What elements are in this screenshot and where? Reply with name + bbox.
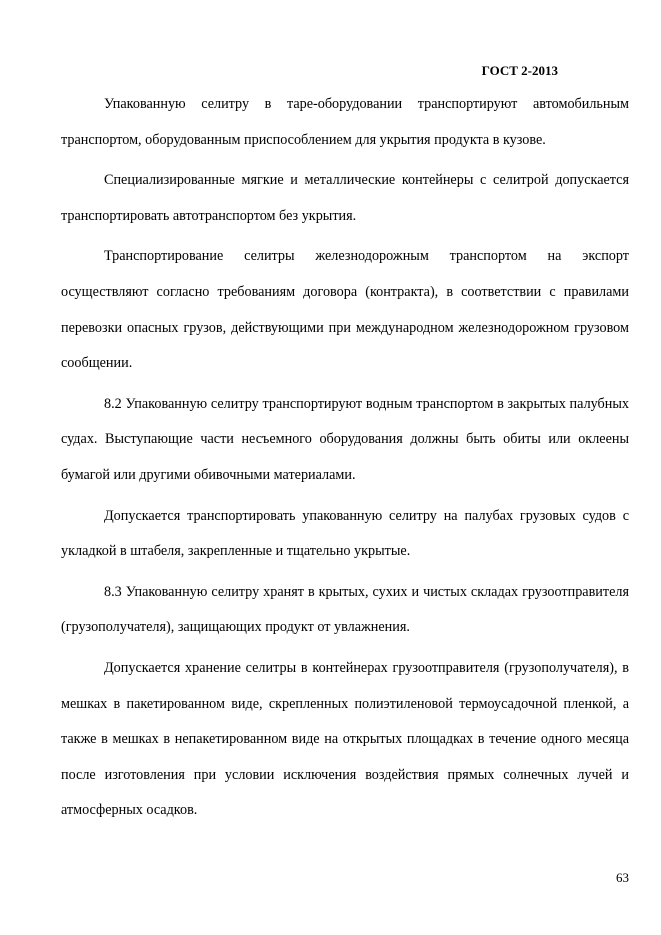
paragraph-road-transport: Упакованную селитру в таре-оборудовании транспортируют автомобильным транспортом, оборудованным приспособлением для укрытия продукта в кузове. [61,96,629,148]
document-body [61,87,629,834]
paragraph-railway-export: Транспортирование селитры железнодорожным транспортом на экспорт осуществляют согласно требованиям договора (контракта), в соответствии с правилами перевозки опасных грузов, действующими при международном железнодорожном грузовом сообщении. [61,248,629,372]
paragraph-storage-conditions: Допускается хранение селитры в контейнерах грузоотправителя (грузополучателя), в мешках в пакетированном виде, скрепленных полиэтиленовой термоусадочной пленкой, а также в мешках в непакетированном виде на открытых площадках в течение одного месяца после изготовления при условии исключения воздействия прямых солнечных лучей и атмосферных осадков. [61,659,629,819]
paragraph-8-3-storage: 8.3 Упакованную селитру хранят в крытых, сухих и чистых складах грузоотправителя (грузополучателя), защищающих продукт от увлажнения. [61,583,629,636]
paragraph-containers: Специализированные мягкие и металлические контейнеры с селитрой допускается транспортировать автотранспортом без укрытия. [61,172,629,224]
paragraph-deck-transport: Допускается транспортировать упакованную селитру на палубах грузовых судов с укладкой в штабеля, закрепленные и тщательно укрытые. [61,507,629,560]
page-number: 63 [616,870,629,885]
paragraph-8-2-water-transport: 8.2 Упакованную селитру транспортируют водным транспортом в закрытых палубных судах. Выступающие части несъемного оборудования должны быть обиты или оклеены бумагой или другими обивочными материалами. [61,395,629,483]
document-code-header: ГОСТ 2-2013 [481,63,558,78]
